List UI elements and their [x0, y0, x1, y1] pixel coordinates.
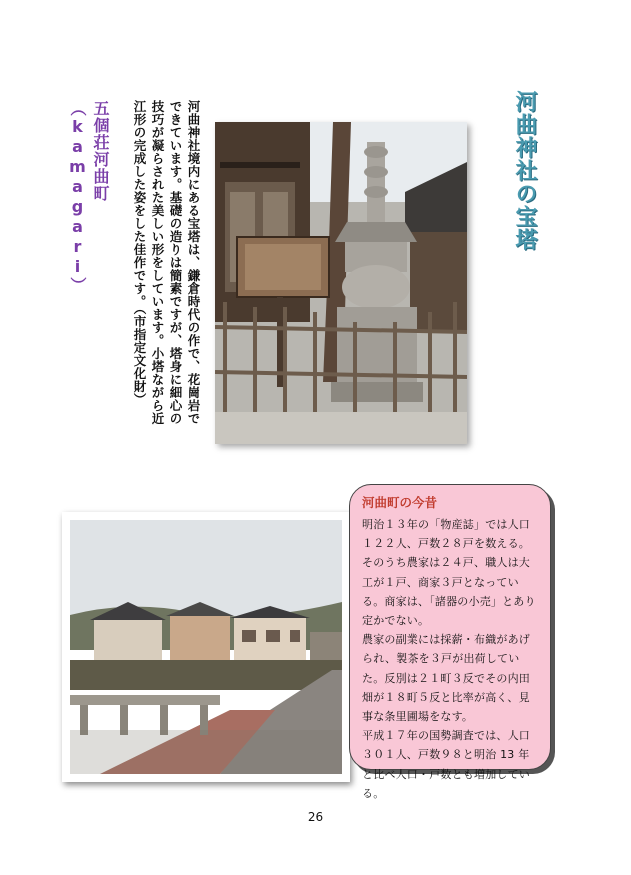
info-box — [349, 484, 551, 800]
page-title: 河曲神社の宝塔 — [512, 90, 537, 251]
body-text — [112, 100, 202, 430]
pagoda-photo — [215, 122, 467, 444]
info-paragraph: 農家の副業には採薪・布織があげられ、製茶を３戸が出荷していた。反別は２１町３反でその内田畑が１８町５反と比率が高く、見事な条里圃場をなす。 — [362, 633, 530, 724]
info-box-body — [362, 515, 540, 803]
page-number: 26 — [307, 810, 324, 824]
village-photo-frame — [62, 512, 350, 782]
info-box-title: 河曲町の今昔 — [362, 495, 438, 510]
town-name: 五個荘河曲町（kamagari） — [68, 100, 110, 294]
village-photo — [70, 520, 342, 774]
info-paragraph: 明治１３年の「物産誌」では人口１２２人、戸数２８戸を数える。そのうち農家は２４戸、職人は大工が１戸、商家３戸となっている。商家は、「諸器の小売」とあり定かでない。 — [362, 518, 536, 628]
info-paragraph: 平成１７年の国勢調査では、人口３０１人、戸数９８と明治 13 年と比べ人口・戸数とも増加している。 — [362, 729, 530, 800]
body-paragraph: 河曲神社境内にある宝塔は、鎌倉時代の作で、花崗岩でできています。基礎の造りは簡素ですが、塔身に細心の技巧が凝らされた美しい形をしています。小塔ながら近江形の完成した姿をした佳作です。（市指定文化財） — [132, 100, 201, 425]
